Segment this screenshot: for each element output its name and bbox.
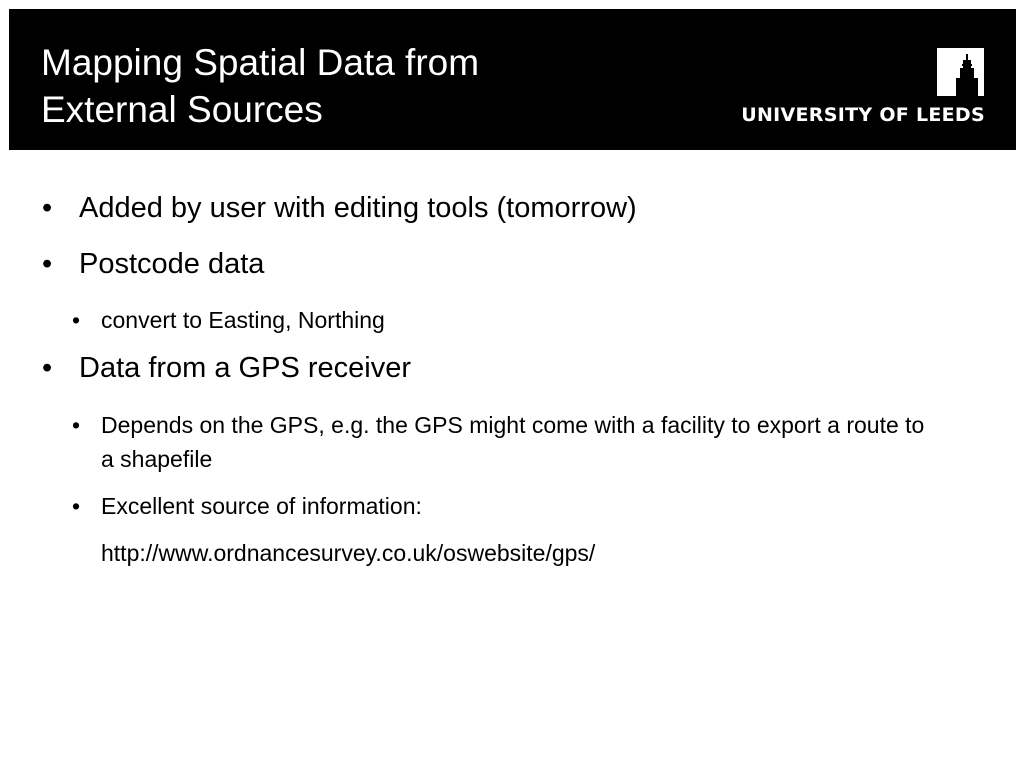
bullet-icon: • [42,248,53,280]
bullet-text: Data from a GPS receiver [79,352,411,384]
university-logo-text: UNIVERSITY OF LEEDS [741,104,985,126]
sub-bullet-icon: • [72,412,81,438]
sub-bullet-text: convert to Easting, Northing [101,307,385,333]
sub-bullet-text: Excellent source of information: [101,493,422,519]
sub-bullet-icon: • [72,307,81,333]
bullet-text: Postcode data [79,248,265,280]
sub-bullet-icon: • [72,493,81,519]
sub-bullet-text: Depends on the GPS, e.g. the GPS might come with a facility to export a route to a shapefile [101,412,925,472]
bullet-text: Added by user with editing tools (tomorrow) [79,192,637,224]
bullet-icon: • [42,352,53,384]
bullet-icon: • [42,192,53,224]
slide-title-line-1: Mapping Spatial Data from [41,42,480,83]
gps-link-text[interactable]: http://www.ordnancesurvey.co.uk/oswebsite/gps/ [101,540,596,566]
slide-title-line-2: External Sources [41,89,323,130]
